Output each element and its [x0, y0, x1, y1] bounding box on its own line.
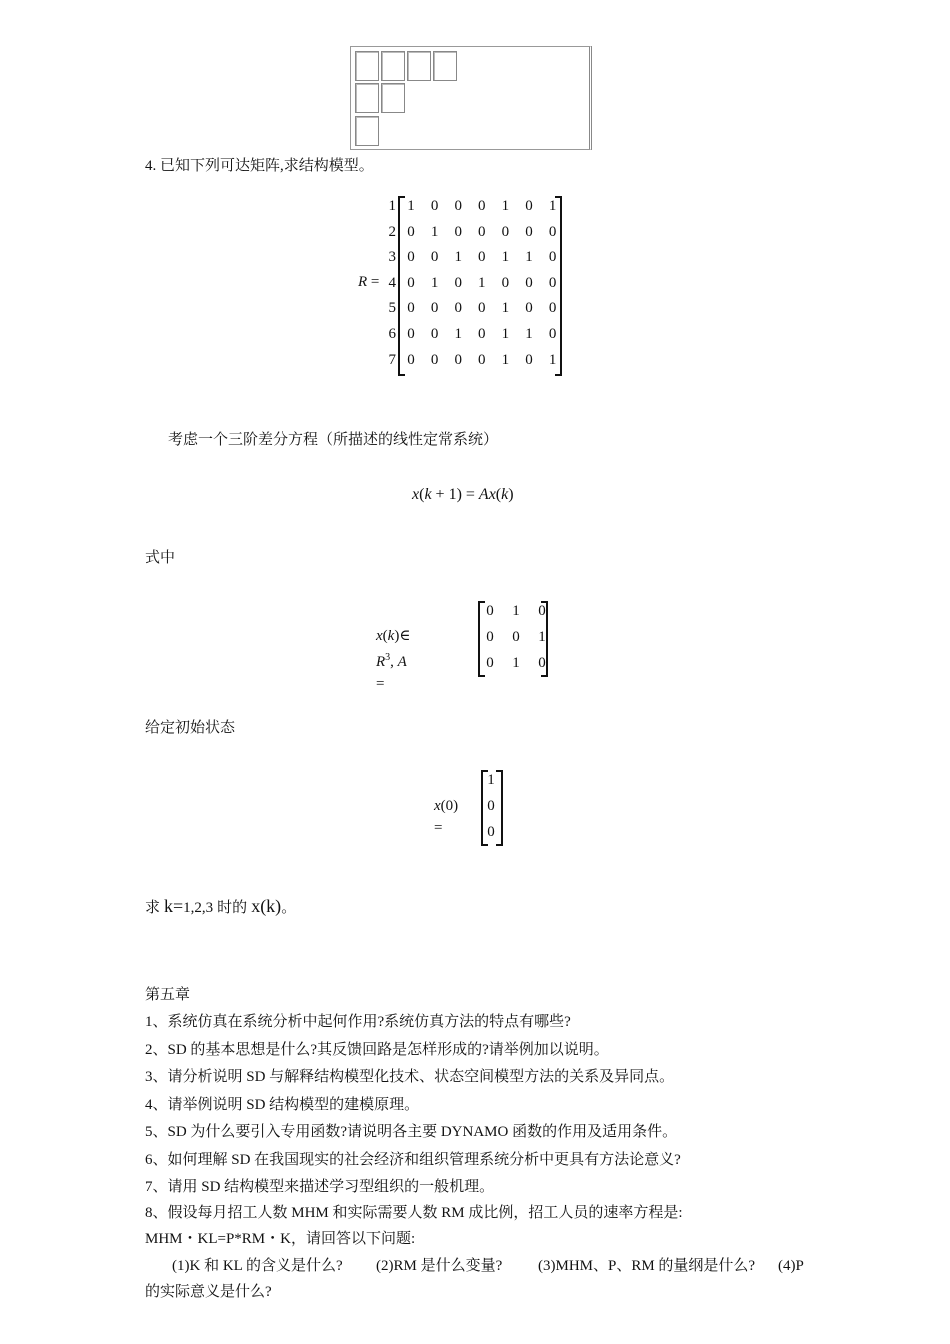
- question-item: 5、SD 为什么要引入专用函数?请说明各主要 DYNAMO 函数的作用及适用条件。: [145, 1124, 678, 1140]
- grid-square: [355, 83, 379, 113]
- matrix-cell: 0: [407, 326, 415, 342]
- question-item: 3、请分析说明 SD 与解释结构模型化技术、状态空间模型方法的关系及异同点。: [145, 1069, 675, 1085]
- matrix-cell: 0: [538, 655, 546, 671]
- initial-state-label: 给定初始状态: [145, 720, 236, 736]
- matrix-cell: 1: [454, 249, 462, 266]
- matrix-cell: 0: [478, 223, 486, 240]
- matrix-cell: 1: [548, 351, 557, 368]
- matrix-cell: 0: [538, 603, 546, 619]
- q-vals: 1,2,3: [183, 900, 214, 916]
- matrix-cell: 0: [454, 274, 462, 291]
- matrix-cell: 0: [407, 351, 415, 368]
- problem-4-heading: 4. 已知下列可达矩阵,求结构模型。: [145, 158, 374, 174]
- matrix-cell: 0: [478, 249, 486, 266]
- matrix-cell: 0: [486, 629, 494, 645]
- matrix-row-label: 1: [388, 198, 396, 214]
- grid-square: [355, 116, 379, 146]
- matrix-cell: 0: [454, 198, 462, 214]
- matrix-cell: 1: [512, 603, 520, 619]
- matrix-cell: 0: [548, 274, 557, 291]
- matrix-row-label: 7: [388, 351, 396, 368]
- q-x: x(k): [251, 896, 282, 916]
- matrix-cell: 0: [512, 629, 520, 645]
- grid-square: [433, 51, 457, 81]
- matrix-cell: 1: [501, 198, 510, 214]
- vector-cell: 0: [487, 798, 495, 814]
- matrix-cell: 0: [407, 274, 415, 291]
- matrix-cell: 0: [430, 198, 439, 214]
- sub-question-4: (4)P: [778, 1258, 804, 1274]
- matrix-cell: 0: [430, 351, 439, 368]
- question-item: 4、请举例说明 SD 结构模型的建模原理。: [145, 1097, 420, 1113]
- matrix-row-label: 4: [388, 274, 396, 291]
- question-item: 6、如何理解 SD 在我国现实的社会经济和组织管理系统分析中更具有方法论意义?: [145, 1152, 681, 1168]
- matrix-cell: 1: [430, 223, 439, 240]
- vector-cell: 0: [487, 824, 495, 840]
- question-item: 1、系统仿真在系统分析中起何作用?系统仿真方法的特点有哪些?: [145, 1014, 571, 1030]
- sub-question-1: (1)K 和 KL 的含义是什么?: [172, 1258, 343, 1274]
- grid-square: [355, 51, 379, 81]
- grid-square: [381, 51, 405, 81]
- matrix-cell: 1: [525, 249, 533, 266]
- matrix-cell: 0: [407, 249, 415, 266]
- matrix-row-label: 5: [388, 300, 396, 317]
- matrix-cell: 0: [486, 655, 494, 671]
- figure-box: [350, 46, 592, 150]
- grid-square: [381, 83, 405, 113]
- q-k: k=: [164, 896, 184, 916]
- question-item: 7、请用 SD 结构模型来描述学习型组织的一般机理。: [145, 1179, 495, 1195]
- sub-question-3: (3)MHM、P、RM 的量纲是什么?: [538, 1258, 756, 1274]
- sub-question-4-continued: 的实际意义是什么?: [145, 1284, 272, 1300]
- matrix-cell: 0: [430, 249, 439, 266]
- matrix-cell: 0: [454, 223, 462, 240]
- q-end: 。: [281, 900, 297, 916]
- matrix-cell: 0: [525, 274, 533, 291]
- matrix-cell: 0: [478, 326, 486, 342]
- matrix-cell: 1: [538, 629, 546, 645]
- matrix-cell: 1: [525, 326, 533, 342]
- matrix-cell: 1: [478, 274, 486, 291]
- q-mid: 时的: [217, 900, 248, 916]
- vector-cell: 1: [487, 772, 495, 788]
- matrix-cell: 0: [501, 223, 510, 240]
- matrix-cell: 0: [548, 249, 557, 266]
- matrix-cell: 1: [407, 198, 415, 214]
- matrix-cell: 0: [548, 326, 557, 342]
- matrix-cell: 0: [407, 300, 415, 317]
- matrix-cell: 0: [548, 300, 557, 317]
- matrix-cell: 1: [430, 274, 439, 291]
- matrix-cell: 0: [430, 326, 439, 342]
- matrix-cell: 0: [525, 351, 533, 368]
- matrix-name: R =: [358, 274, 380, 290]
- question-item: 2、SD 的基本思想是什么?其反馈回路是怎样形成的?请举例加以说明。: [145, 1042, 609, 1058]
- matrix-cell: 1: [501, 326, 510, 342]
- matrix-cell: 0: [525, 198, 533, 214]
- matrix-row-label: 6: [388, 326, 396, 342]
- q-prefix: 求: [145, 900, 161, 916]
- sub-question-2: (2)RM 是什么变量?: [376, 1258, 503, 1274]
- matrix-cell: 1: [548, 198, 557, 214]
- state-equation: x(k + 1) = Ax(k): [412, 486, 514, 503]
- matrix-cell: 0: [525, 223, 533, 240]
- grid-square: [407, 51, 431, 81]
- matrix-cell: 0: [454, 300, 462, 317]
- matrix-cell: 1: [512, 655, 520, 671]
- matrix-cell: 1: [454, 326, 462, 342]
- matrix-cell: 0: [525, 300, 533, 317]
- matrix-cell: 0: [478, 300, 486, 317]
- matrix-row-label: 2: [388, 223, 396, 240]
- matrix-cell: 0: [486, 603, 494, 619]
- matrix-cell: 0: [478, 351, 486, 368]
- matrix-cell: 0: [407, 223, 415, 240]
- matrix-cell: 0: [430, 300, 439, 317]
- matrix-cell: 0: [501, 274, 510, 291]
- matrix-cell: 1: [501, 351, 510, 368]
- matrix-row-label: 3: [388, 249, 396, 266]
- matrix-cell: 1: [501, 300, 510, 317]
- question-line: [145, 896, 296, 917]
- chapter-title: 第五章: [145, 987, 191, 1003]
- where-label: 式中: [145, 550, 176, 566]
- matrix-cell: 0: [478, 198, 486, 214]
- state-space-def: x(k)∈ $R^3$, A =: [376, 628, 411, 692]
- x0-label: x(0) =: [434, 798, 459, 836]
- matrix-cell: 0: [548, 223, 557, 240]
- difference-intro: 考虑一个三阶差分方程（所描述的线性定常系统）: [168, 432, 499, 448]
- matrix-cell: 1: [501, 249, 510, 266]
- rate-equation: MHM・KL=P*RM・K，请回答以下问题:: [145, 1231, 416, 1247]
- matrix-cell: 0: [454, 351, 462, 368]
- question-item: 8、假设每月招工人数 MHM 和实际需要人数 RM 成比例，招工人员的速率方程是:: [145, 1205, 683, 1221]
